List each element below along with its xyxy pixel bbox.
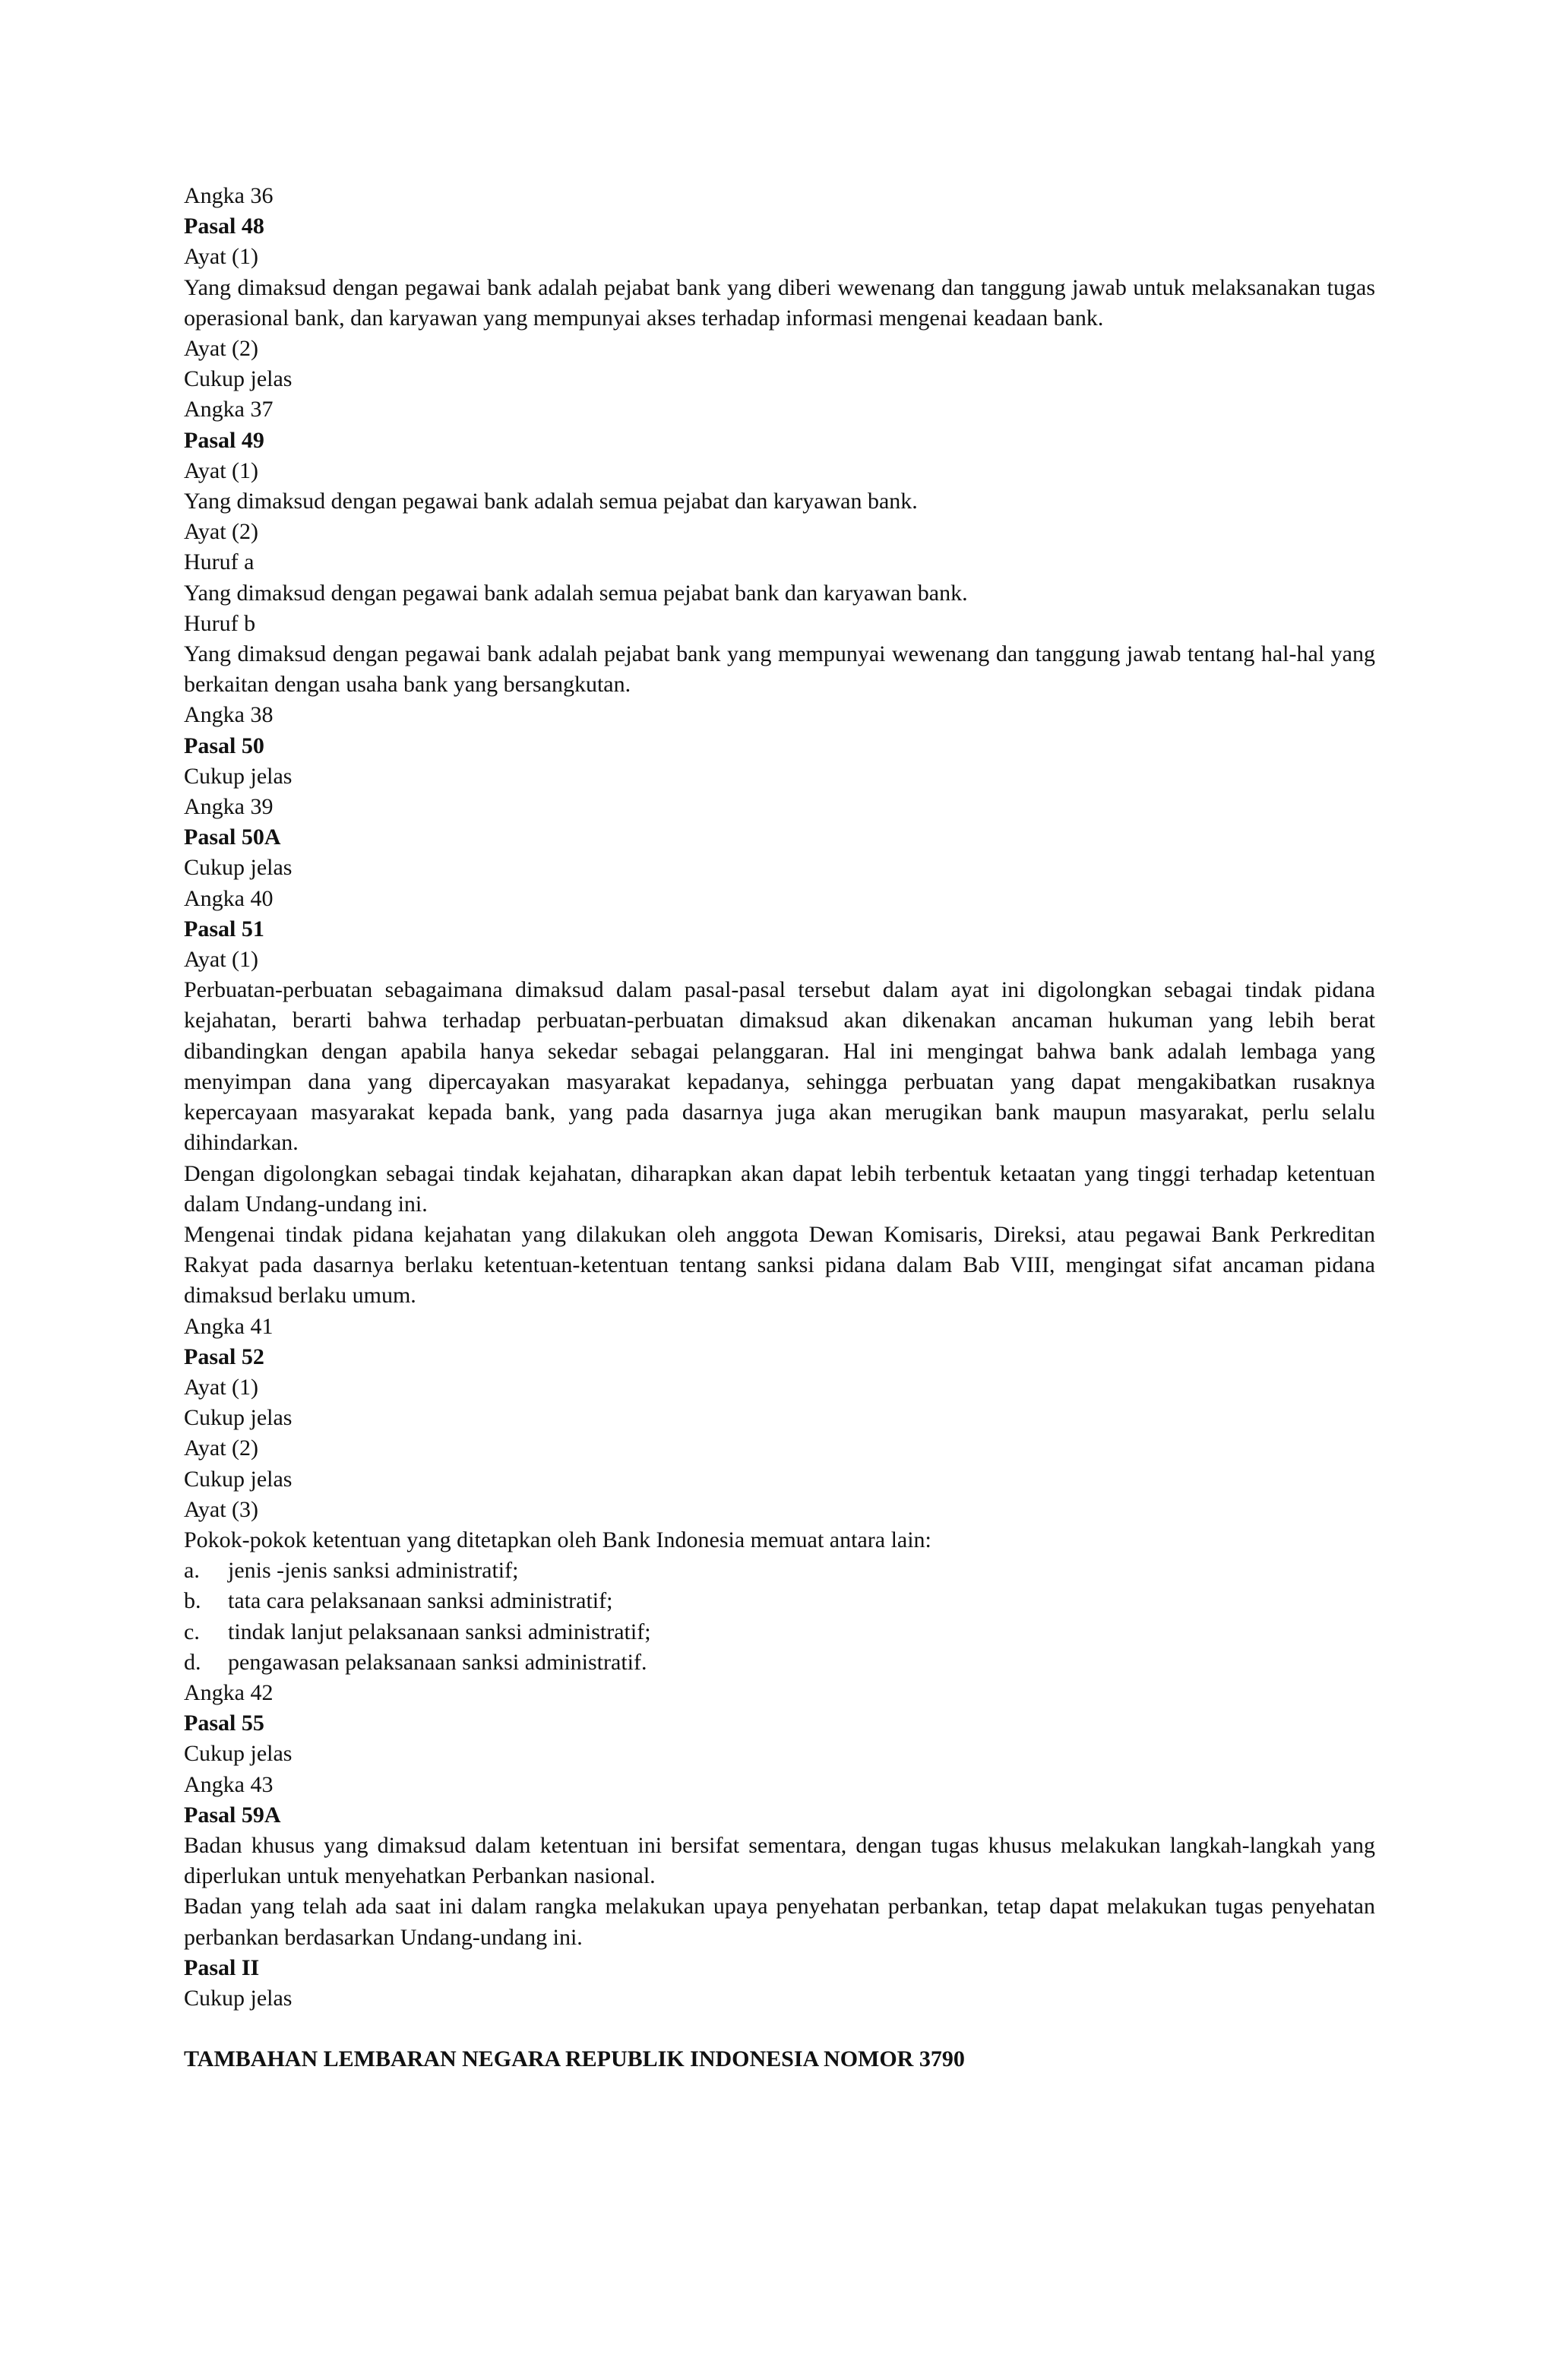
paragraph: Cukup jelas xyxy=(184,366,293,392)
pasal-heading: Pasal 49 xyxy=(184,427,264,453)
pasal-heading: Pasal II xyxy=(184,1954,260,1980)
ayat-heading: Ayat (3) xyxy=(184,1496,259,1522)
angka-heading: Angka 39 xyxy=(184,794,274,820)
document-footer: TAMBAHAN LEMBARAN NEGARA REPUBLIK INDONESIA NOMOR 3790 xyxy=(184,2046,965,2072)
angka-heading: Angka 38 xyxy=(184,702,274,728)
list-marker: d. xyxy=(184,1649,201,1675)
pasal-heading: Pasal 48 xyxy=(184,214,264,239)
pasal-heading: Pasal 52 xyxy=(184,1343,264,1369)
ayat-heading: Ayat (1) xyxy=(184,947,259,973)
angka-heading: Angka 43 xyxy=(184,1771,274,1797)
list-item-text: pengawasan pelaksanaan sanksi administratif. xyxy=(228,1649,647,1675)
ayat-heading: Ayat (1) xyxy=(184,457,259,483)
paragraph: Cukup jelas xyxy=(184,1466,293,1492)
angka-heading: Angka 41 xyxy=(184,1313,274,1339)
angka-heading: Angka 40 xyxy=(184,885,274,911)
paragraph: Cukup jelas xyxy=(184,855,293,881)
pasal-heading: Pasal 50A xyxy=(184,824,281,850)
list-item xyxy=(184,1556,1375,1586)
paragraph: Yang dimaksud dengan pegawai bank adalah pejabat bank yang diberi wewenang dan tanggung jawab untuk melaksanakan tugas operasional bank, dan karyawan yang mempunyai akses terhadap informasi mengenai keadaan bank. xyxy=(184,274,1375,331)
spacer xyxy=(184,2014,1375,2044)
paragraph: Dengan digolongkan sebagai tindak kejahatan, diharapkan akan dapat lebih terbentuk ketaatan yang tinggi terhadap ketentuan dalam Undang-undang ini. xyxy=(184,1160,1375,1217)
list-item-text: tindak lanjut pelaksanaan sanksi administratif; xyxy=(228,1619,651,1644)
pasal-heading: Pasal 51 xyxy=(184,916,264,942)
paragraph: Badan yang telah ada saat ini dalam rangka melakukan upaya penyehatan perbankan, tetap dapat melakukan tugas penyehatan perbankan berdasarkan Undang-undang ini. xyxy=(184,1894,1375,1950)
paragraph: Cukup jelas xyxy=(184,763,293,789)
pasal-heading: Pasal 55 xyxy=(184,1711,264,1736)
list-marker: b. xyxy=(184,1588,201,1614)
paragraph: Cukup jelas xyxy=(184,1985,293,2011)
paragraph: Yang dimaksud dengan pegawai bank adalah semua pejabat bank dan karyawan bank. xyxy=(184,580,968,606)
huruf-heading: Huruf a xyxy=(184,549,255,575)
paragraph: Cukup jelas xyxy=(184,1405,293,1431)
angka-heading: Angka 36 xyxy=(184,183,274,208)
pasal-heading: Pasal 59A xyxy=(184,1802,281,1828)
document-page xyxy=(184,181,1375,2075)
list-item xyxy=(184,1617,1375,1647)
pasal-heading: Pasal 50 xyxy=(184,733,264,758)
ayat-heading: Ayat (2) xyxy=(184,1435,259,1461)
ayat-heading: Ayat (2) xyxy=(184,336,259,362)
ayat-heading: Ayat (1) xyxy=(184,244,259,270)
ayat-heading: Ayat (2) xyxy=(184,519,259,545)
paragraph: Cukup jelas xyxy=(184,1741,293,1767)
list-item-text: tata cara pelaksanaan sanksi administratif; xyxy=(228,1588,613,1614)
list-item xyxy=(184,1586,1375,1616)
list-item xyxy=(184,1647,1375,1678)
paragraph: Yang dimaksud dengan pegawai bank adalah semua pejabat dan karyawan bank. xyxy=(184,489,918,514)
list-item-text: jenis -jenis sanksi administratif; xyxy=(228,1558,519,1584)
list-marker: c. xyxy=(184,1619,200,1644)
paragraph: Perbuatan-perbuatan sebagaimana dimaksud dalam pasal-pasal tersebut dalam ayat ini digolongkan sebagai tindak pidana kejahatan, berarti bahwa terhadap perbuatan-perbuatan dimaksud akan dikenakan ancaman hukuman yang lebih berat dibandingkan dengan apabila hanya sekedar sebagai pelanggaran. Hal ini mengingat bahwa bank adalah lembaga yang menyimpan dana yang dipercayakan masyarakat kepadanya, sehingga perbuatan yang dapat mengakibatkan rusaknya kepercayaan masyarakat kepada bank, yang pada dasarnya juga akan merugikan bank maupun masyarakat, perlu selalu dihindarkan. xyxy=(184,977,1375,1156)
ayat-heading: Ayat (1) xyxy=(184,1374,259,1400)
angka-heading: Angka 37 xyxy=(184,397,274,423)
paragraph: Pokok-pokok ketentuan yang ditetapkan oleh Bank Indonesia memuat antara lain: xyxy=(184,1527,931,1552)
paragraph: Yang dimaksud dengan pegawai bank adalah pejabat bank yang mempunyai wewenang dan tanggung jawab tentang hal-hal yang berkaitan dengan usaha bank yang bersangkutan. xyxy=(184,641,1375,698)
list-marker: a. xyxy=(184,1558,200,1584)
angka-heading: Angka 42 xyxy=(184,1679,274,1705)
paragraph: Badan khusus yang dimaksud dalam ketentuan ini bersifat sementara, dengan tugas khusus melakukan langkah-langkah yang diperlukan untuk menyehatkan Perbankan nasional. xyxy=(184,1832,1375,1889)
paragraph: Mengenai tindak pidana kejahatan yang dilakukan oleh anggota Dewan Komisaris, Direksi, atau pegawai Bank Perkreditan Rakyat pada dasarnya berlaku ketentuan-ketentuan tentang sanksi pidana dalam Bab VIII, mengingat sifat ancaman pidana dimaksud berlaku umum. xyxy=(184,1221,1375,1309)
huruf-heading: Huruf b xyxy=(184,610,256,636)
